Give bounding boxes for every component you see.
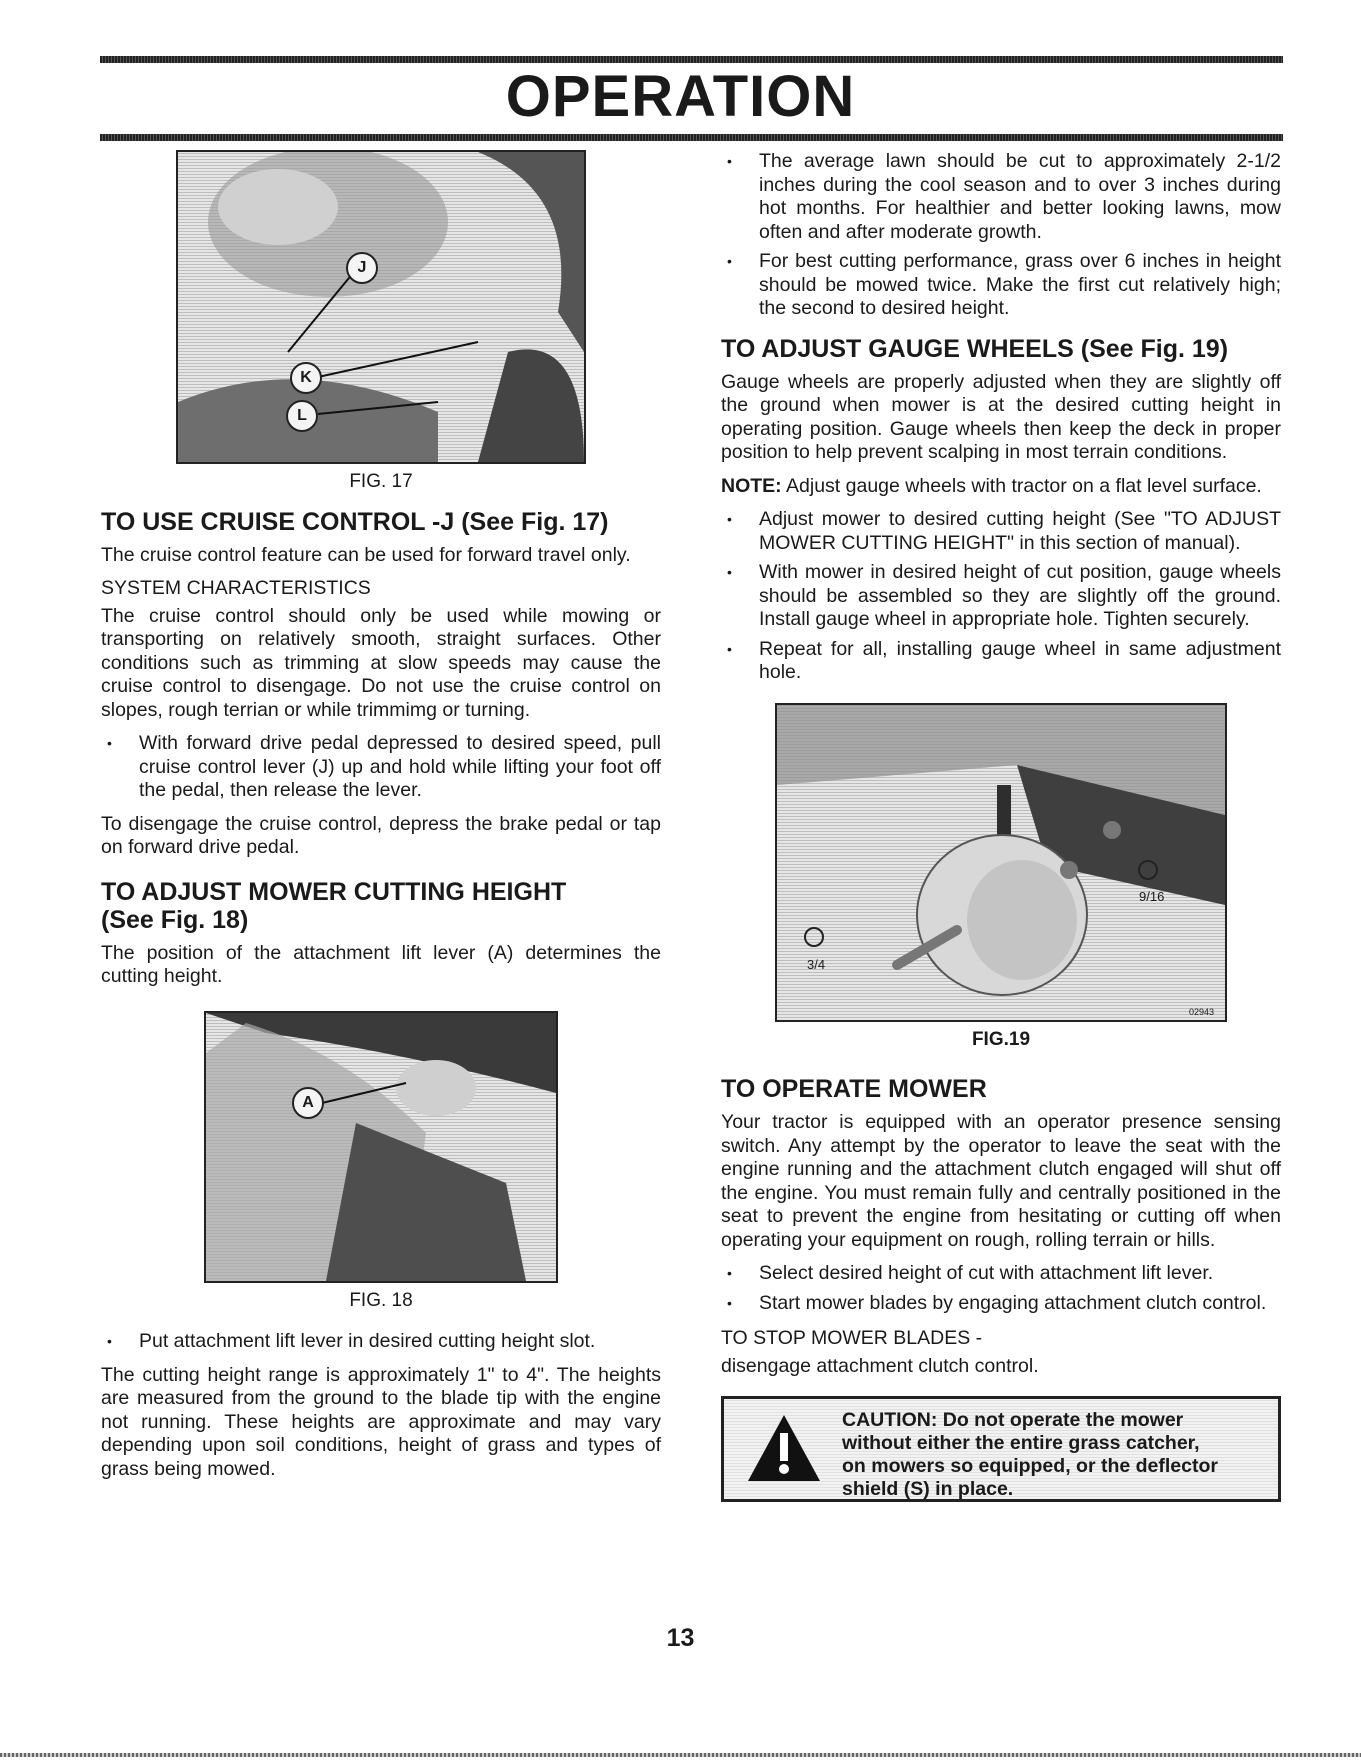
lift-lever-steps xyxy=(101,1330,661,1354)
gauge-wheels-note xyxy=(721,475,1281,499)
operate-mower-steps xyxy=(721,1262,1281,1315)
fig19-code: 02943 xyxy=(1189,1006,1215,1017)
cruise-control-heading: TO USE CRUISE CONTROL -J (See Fig. 17) xyxy=(101,507,609,536)
left-column xyxy=(101,150,661,1491)
callout-j: J xyxy=(346,252,378,284)
callout-k: K xyxy=(290,362,322,394)
list-item: • Start mower blades by engaging attachment clutch control. xyxy=(721,1292,1281,1316)
caution-box xyxy=(721,1396,1281,1502)
system-characteristics-label: SYSTEM CHARACTERISTICS xyxy=(101,577,371,599)
cutting-height-heading-ref: (See Fig. 18) xyxy=(101,905,249,934)
figure-17-caption: FIG. 17 xyxy=(349,471,413,492)
figure-19-image xyxy=(775,703,1227,1022)
figure-17-drawing xyxy=(178,152,584,462)
right-column xyxy=(721,150,1281,1502)
figure-18-caption: FIG. 18 xyxy=(349,1289,413,1311)
list-item: • Select desired height of cut with attachment lift lever. xyxy=(721,1262,1281,1286)
figure-18-image xyxy=(204,1011,558,1283)
cruise-disengage: To disengage the cruise control, depress the brake pedal or tap on forward drive pedal. xyxy=(101,812,661,858)
cruise-description: The cruise control should only be used while mowing or transporting on relatively smooth, straight surfaces. Other conditions such as trimming at slow speeds may cause the cruise control to disengage. Do not use the cruise control on slopes, rough terrian or while trimmimg or turning. xyxy=(101,604,661,721)
stop-blades-label: TO STOP MOWER BLADES - xyxy=(721,1327,983,1349)
header-rule-bottom xyxy=(100,134,1283,141)
cutting-height-intro: The position of the attachment lift lever (A) determines the cutting height. xyxy=(101,941,661,987)
figure-17-image xyxy=(176,150,586,464)
list-item: • For best cutting performance, grass over 6 inches in height should be mowed twice. Make the first cut relatively high; the second to desired height. xyxy=(721,250,1281,321)
footer-rule xyxy=(0,1753,1361,1757)
gauge-wheels-steps xyxy=(721,508,1281,685)
figure-18-drawing xyxy=(206,1013,556,1281)
list-item: • The average lawn should be cut to approximately 2-1/2 inches during the cool season and to over 3 inches during hot months. For healthier and better looking lawns, mow often and after moderate growth. xyxy=(721,150,1281,244)
list-item: • With forward drive pedal depressed to desired speed, pull cruise control lever (J) up and hold while lifting your foot off the pedal, then release the lever. xyxy=(101,732,661,803)
fig19-label-3-4: 3/4 xyxy=(807,956,826,972)
list-item: • Repeat for all, installing gauge wheel in same adjustment hole. xyxy=(721,638,1281,685)
cutting-height-range: The cutting height range is approximately 1" to 4". The heights are measured from the ground to the blade tip with the engine not running. These heights are approximate and may vary depending upon soil conditions, height of grass and types of grass being mowed. xyxy=(101,1363,661,1480)
note-label: NOTE: xyxy=(721,474,782,497)
figure-19-caption: FIG.19 xyxy=(971,1028,1031,1050)
figure-19-drawing xyxy=(777,705,1225,1020)
cruise-steps xyxy=(101,732,661,803)
callout-a: A xyxy=(292,1087,324,1119)
list-item: • With mower in desired height of cut position, gauge wheels should be assembled so they are slightly off the ground. Install gauge wheel in appropriate hole. Tighten securely. xyxy=(721,561,1281,632)
note-text: Adjust gauge wheels with tractor on a flat level surface. xyxy=(781,474,1262,497)
stop-blades-text: disengage attachment clutch control. xyxy=(721,1354,1039,1377)
gauge-wheels-intro: Gauge wheels are properly adjusted when they are slightly off the ground when mower is at the desired cutting height in operating position. Gauge wheels then keep the deck in proper position to help prevent scalping in most terrain conditions. xyxy=(721,370,1281,463)
operate-mower-intro: Your tractor is equipped with an operator presence sensing switch. Any attempt by the operator to leave the seat with the engine running and the attachment clutch engaged will shut off the engine. You must remain fully and centrally positioned in the seat to prevent the engine from hesitating or cutting off when operating your equipment on rough, rolling terrain or hills. xyxy=(721,1111,1281,1251)
operate-mower-heading: TO OPERATE MOWER xyxy=(721,1075,987,1103)
warning-icon xyxy=(746,1413,822,1483)
fig19-label-9-16: 9/16 xyxy=(1139,888,1165,904)
page-title: OPERATION xyxy=(505,64,856,129)
caution-text: CAUTION: Do not operate the mower without either the entire grass catcher, on mowers so equipped, or the deflector shield (S) in place. xyxy=(842,1409,1218,1500)
lawn-tips xyxy=(721,150,1281,321)
cruise-intro: The cruise control feature can be used for forward travel only. xyxy=(101,543,631,566)
callout-l: L xyxy=(286,400,318,432)
gauge-wheels-heading: TO ADJUST GAUGE WHEELS (See Fig. 19) xyxy=(721,334,1229,363)
page-number: 13 xyxy=(666,1624,695,1652)
cutting-height-heading: TO ADJUST MOWER CUTTING HEIGHT xyxy=(101,877,567,906)
list-item: • Put attachment lift lever in desired cutting height slot. xyxy=(101,1330,661,1354)
list-item: • Adjust mower to desired cutting height (See "TO ADJUST MOWER CUTTING HEIGHT" in this section of manual). xyxy=(721,508,1281,555)
